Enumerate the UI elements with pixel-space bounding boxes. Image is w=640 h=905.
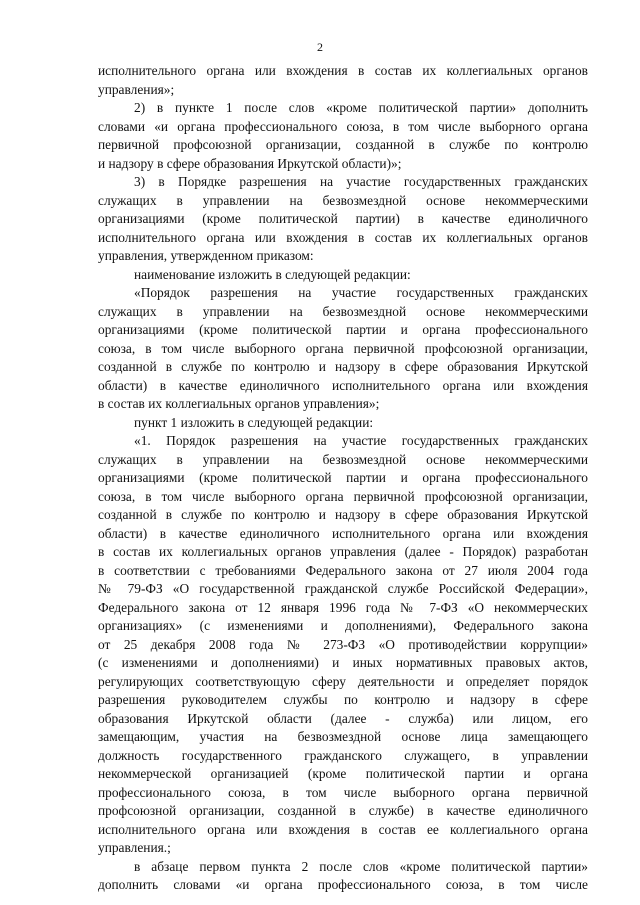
text-line: наименование изложить в следующей редакции: — [134, 266, 411, 282]
text-line: управления»; — [98, 81, 175, 97]
text-line: № 79-ФЗ «О государственной гражданской службе Российской Федерации», — [98, 581, 588, 596]
text-line: профессионального союза, в том числе выборного органа первичной — [98, 784, 588, 800]
text-line: и надзору в сфере образования Иркутской области)»; — [98, 155, 402, 171]
text-line: служащих в управлении на безвозмездной основе некоммерческими — [98, 303, 588, 319]
text-line: организациях» (с изменениями и дополнениями), Федерального закона — [98, 618, 588, 633]
text-line: словами «и органа профессионального союза, в том числе выборного органа — [98, 118, 588, 134]
text-line: 3) в Порядке разрешения на участие государственных гражданских — [134, 174, 588, 189]
text-line: некоммерческой организацией (кроме политической партии и органа — [98, 766, 588, 781]
text-line: «Порядок разрешения на участие государственных гражданских — [134, 285, 588, 300]
text-line: организациями (кроме политической партии) в качестве единоличного — [98, 211, 588, 226]
document-body — [98, 62, 588, 895]
text-line: в состав их коллегиальных органов управления»; — [98, 396, 380, 411]
text-line: созданной в службе по контролю и надзору в сфере образования Иркутской — [98, 507, 588, 522]
text-line: служащих в управлении на безвозмездной основе некоммерческими — [98, 451, 588, 467]
text-line: служащих в управлении на безвозмездной основе некоммерческими — [98, 192, 588, 208]
text-line: от 25 декабря 2008 года № 273-ФЗ «О противодействии коррупции» — [98, 636, 588, 652]
text-line: организациями (кроме политической партии и органа профессионального — [98, 322, 588, 337]
text-line: области) в качестве единоличного исполнительного органа или вхождения — [98, 525, 588, 541]
text-line: должность государственного гражданского служащего, в управлении — [98, 747, 588, 763]
text-line: регулирующих соответствующую сферу деятельности и определяет порядок — [98, 673, 588, 689]
text-line: профсоюзной организации, созданной в службе) в качестве единоличного — [98, 803, 588, 818]
text-line: исполнительного органа или вхождения в состав их коллегиальных органов — [98, 63, 588, 78]
text-line: Федерального закона от 12 января 1996 года № 7-ФЗ «О некоммерческих — [98, 599, 588, 615]
text-line: области) в качестве единоличного исполнительного органа или вхождения — [98, 377, 588, 393]
text-line: созданной в службе по контролю и надзору в сфере образования Иркутской — [98, 359, 588, 374]
text-line: в абзаце первом пункта 2 после слов «кроме политической партии» — [134, 858, 588, 874]
text-line: «1. Порядок разрешения на участие государственных гражданских — [134, 433, 588, 448]
text-line: в соответствии с требованиями Федерального закона от 27 июля 2004 года — [98, 562, 588, 578]
text-line: организациями (кроме политической партии и органа профессионального — [98, 470, 588, 485]
text-line: образования Иркутской области (далее - служба) или лицом, его — [98, 710, 588, 726]
text-line: управления, утвержденном приказом: — [98, 248, 314, 263]
text-line: 2) в пункте 1 после слов «кроме политической партии» дополнить — [134, 100, 588, 115]
text-line: в состав их коллегиальных органов управления (далее - Порядок) разработан — [98, 544, 588, 559]
page-number: 2 — [317, 40, 323, 54]
text-line: (с изменениями и дополнениями) и иных нормативных правовых актов, — [98, 655, 588, 670]
text-line: замещающим, участия на безвозмездной основе лица замещающего — [98, 729, 588, 744]
text-line: разрешения руководителем службы по контролю и надзору в сфере — [98, 692, 588, 707]
text-line: дополнить словами «и органа профессионального союза, в том числе — [98, 877, 588, 892]
text-line: союза, в том числе выборного органа первичной профсоюзной организации, — [98, 488, 588, 504]
text-line: исполнительного органа или вхождения в состав их коллегиальных органов — [98, 229, 588, 245]
text-line: управления.; — [98, 840, 171, 855]
text-line: первичной профсоюзной организации, созданной в службе по контролю — [98, 137, 588, 152]
text-line: союза, в том числе выборного органа первичной профсоюзной организации, — [98, 340, 588, 356]
text-line: исполнительного органа или вхождения в состав ее коллегиального органа — [98, 821, 588, 837]
text-line: пункт 1 изложить в следующей редакции: — [134, 414, 374, 430]
